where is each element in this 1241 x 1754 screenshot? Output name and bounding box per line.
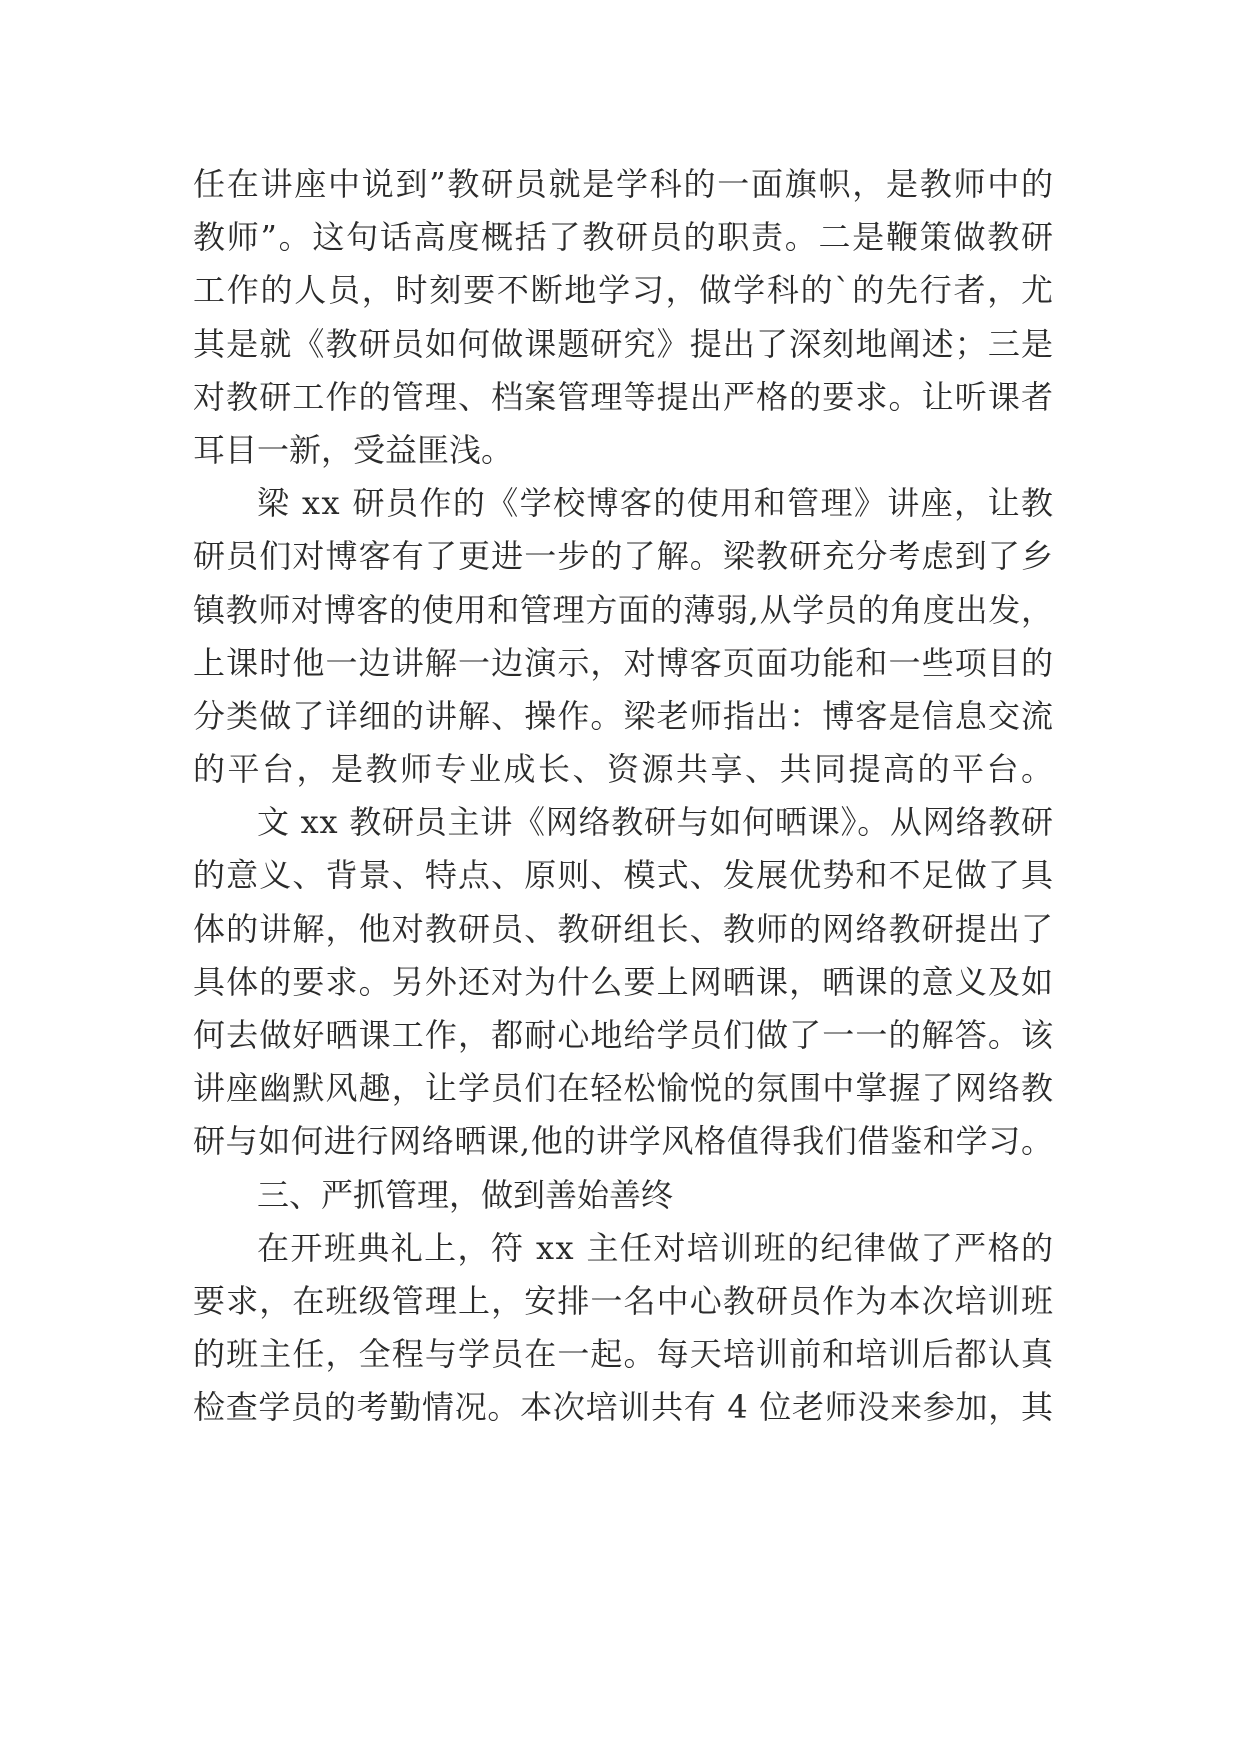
text-line: 体的讲解，他对教研员、教研组长、教师的网络教研提出了 xyxy=(193,909,1055,948)
text-line: 要求，在班级管理上，安排一名中心教研员作为本次培训班 xyxy=(193,1281,1055,1320)
paragraph-first-line: 梁 xx 研员作的《学校博客的使用和管理》讲座，让教 xyxy=(257,484,1055,523)
text-line: 的平台，是教师专业成长、资源共享、共同提高的平台。 xyxy=(193,750,1056,789)
text-line: 任在讲座中说到”教研员就是学科的一面旗帜，是教师中的 xyxy=(193,165,1055,203)
text-line: 的意义、背景、特点、原则、模式、发展优势和不足做了具 xyxy=(193,856,1055,895)
paragraph-first-line: 文 xx 教研员主讲《网络教研与如何晒课》。从网络教研 xyxy=(257,803,1054,842)
text-line: 的班主任，全程与学员在一起。每天培训前和培训后都认真 xyxy=(193,1335,1055,1374)
text-line: 研与如何进行网络晒课,他的讲学风格值得我们借鉴和学习。 xyxy=(193,1122,1054,1161)
text-line: 具体的要求。另外还对为什么要上网晒课，晒课的意义及如 xyxy=(193,962,1055,1001)
text-line: 研员们对博客有了更进一步的了解。梁教研充分考虑到了乡 xyxy=(193,537,1055,576)
text-line: 何去做好晒课工作，都耐心地给学员们做了一一的解答。该 xyxy=(193,1016,1055,1054)
text-line: 上课时他一边讲解一边演示，对博客页面功能和一些项目的 xyxy=(193,643,1055,682)
paragraph-first-line: 在开班典礼上，符 xx 主任对培训班的纪律做了严格的 xyxy=(257,1228,1055,1267)
body-text xyxy=(193,158,1056,1435)
text-line: 检查学员的考勤情况。本次培训共有 4 位老师没来参加，其 xyxy=(193,1388,1054,1427)
text-line: 讲座幽默风趣，让学员们在轻松愉悦的氛围中掌握了网络教 xyxy=(193,1069,1055,1108)
text-line: 其是就《教研员如何做课题研究》提出了深刻地阐述；三是 xyxy=(193,324,1055,363)
text-line: 工作的人员，时刻要不断地学习，做学科的`的先行者，尤 xyxy=(193,271,1055,310)
text-line: 耳目一新，受益匪浅。 xyxy=(193,430,514,469)
text-line: 分类做了详细的讲解、操作。梁老师指出：博客是信息交流 xyxy=(193,696,1055,735)
text-line: 镇教师对博客的使用和管理方面的薄弱,从学员的角度出发， xyxy=(193,590,1054,629)
section-heading: 三、严抓管理，做到善始善终 xyxy=(257,1175,674,1214)
text-line: 对教研工作的管理、档案管理等提出严格的要求。让听课者 xyxy=(193,377,1055,416)
text-line: 教师”。这句话高度概括了教研员的职责。二是鞭策做教研 xyxy=(193,218,1055,257)
